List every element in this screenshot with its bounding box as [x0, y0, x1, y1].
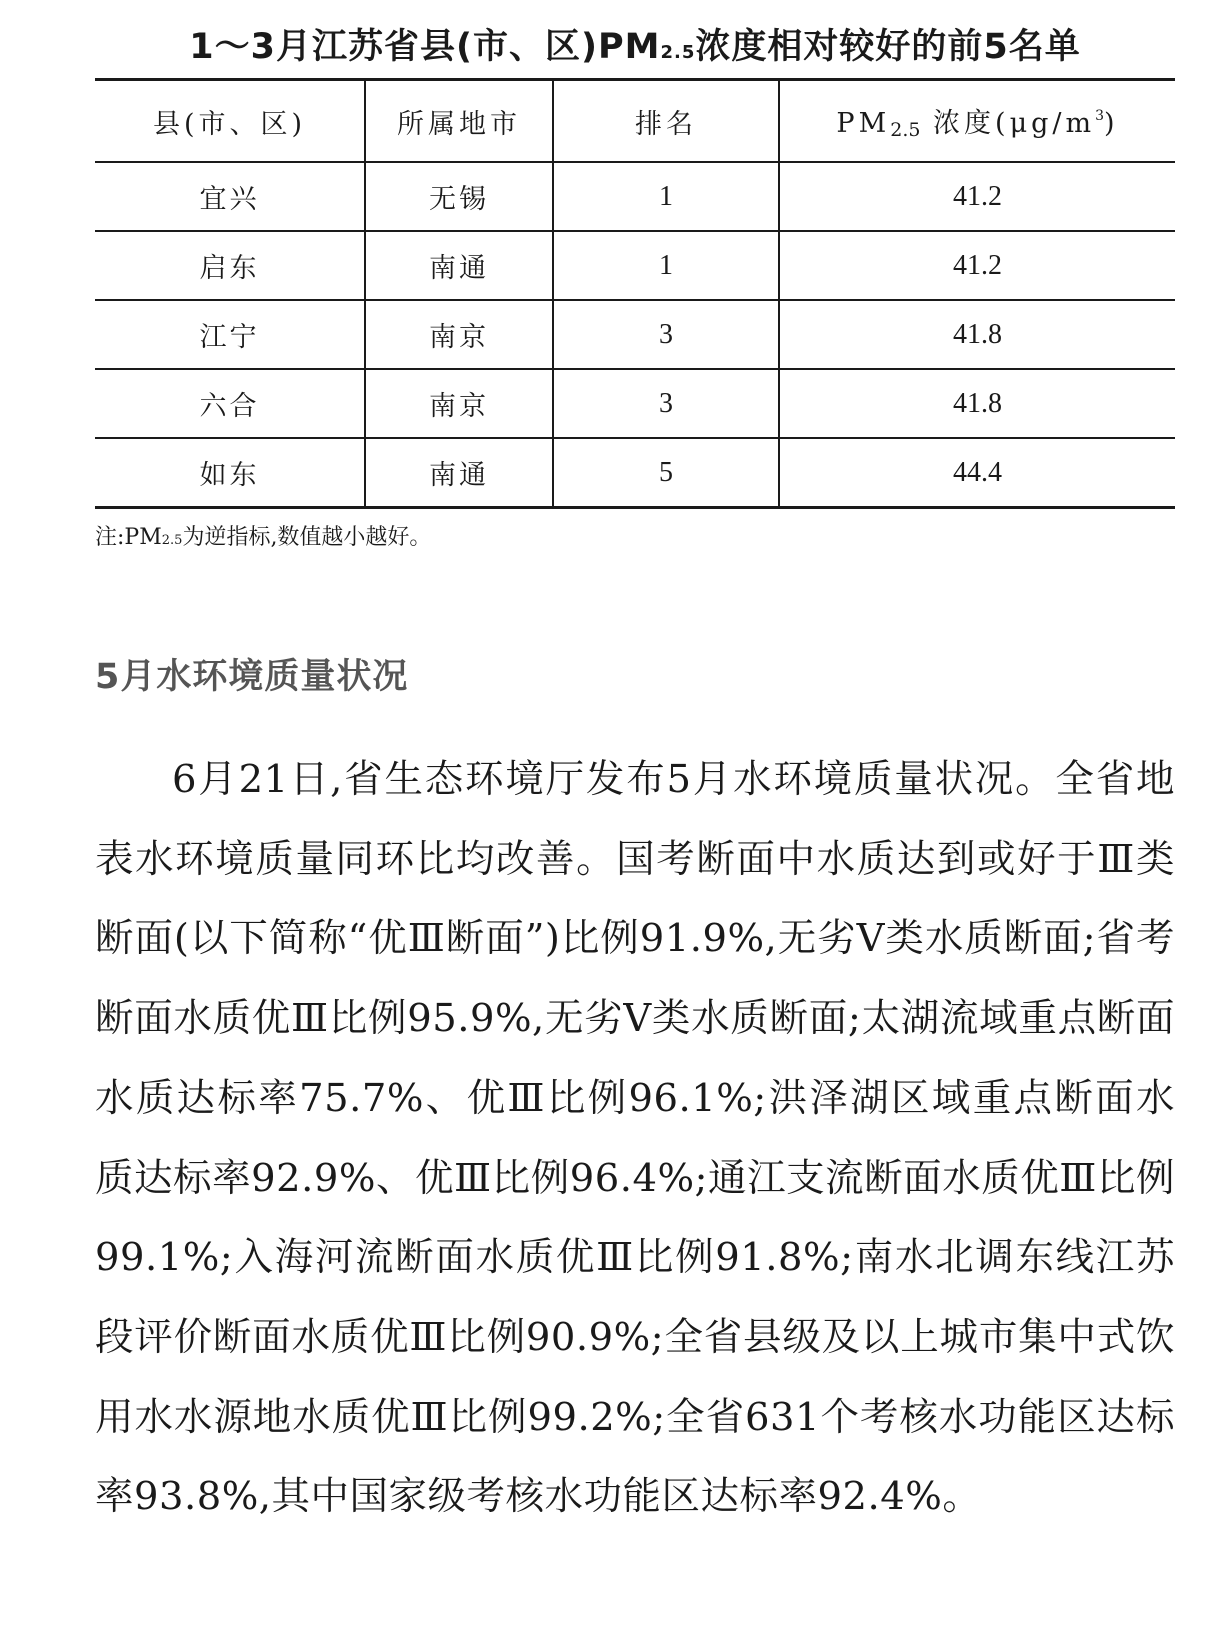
cell-rank: 1 — [553, 231, 779, 300]
note-subscript: 2.5 — [161, 533, 183, 548]
cell-county: 宜兴 — [95, 162, 365, 231]
table-title — [95, 22, 1175, 78]
cell-city: 南京 — [365, 300, 553, 369]
cell-county: 六合 — [95, 369, 365, 438]
table-row — [95, 438, 1175, 508]
table-row — [95, 162, 1175, 231]
header-pm25-concentration — [779, 80, 1175, 163]
cell-value: 41.2 — [779, 162, 1175, 231]
body-paragraph: 6月21日,省生态环境厅发布5月水环境质量状况。全省地表水环境质量同环比均改善。国考断面中水质达到或好于Ⅲ类断面(以下简称“优Ⅲ断面”)比例91.9%,无劣Ⅴ类水质断面;省考断面水质优Ⅲ比例95.9%,无劣Ⅴ类水质断面;太湖流域重点断面水质达标率75.7%、优Ⅲ比例96.1%;洪泽湖区域重点断面水质达标率92.9%、优Ⅲ比例96.4%;通江支流断面水质优Ⅲ比例99.1%;入海河流断面水质优Ⅲ比例91.8%;南水北调东线江苏段评价断面水质优Ⅲ比例90.9%;全省县级及以上城市集中式饮用水水源地水质优Ⅲ比例99.2%;全省631个考核水功能区达标率93.8%,其中国家级考核水功能区达标率92.4%。 — [95, 757, 1175, 1520]
header-county: 县(市、区) — [95, 80, 365, 163]
cell-county: 启东 — [95, 231, 365, 300]
cell-rank: 5 — [553, 438, 779, 508]
cell-county: 如东 — [199, 460, 260, 491]
table-title-tail: 浓度相对较好的前5名单 — [695, 27, 1081, 67]
table-title-main: 1～3月江苏省县(市、区)PM — [189, 27, 661, 67]
cell-county: 江宁 — [95, 300, 365, 369]
section-heading: 5月水环境质量状况 — [95, 657, 409, 697]
note-prefix: 注:PM — [95, 525, 162, 550]
cell-value: 41.8 — [779, 300, 1175, 369]
cell-value: 41.2 — [779, 231, 1175, 300]
cell-rank: 3 — [553, 300, 779, 369]
cell-city: 南通 — [365, 438, 553, 508]
table-header-row — [95, 80, 1175, 163]
cell-city: 无锡 — [365, 162, 553, 231]
header-pm-subscript: 2.5 — [890, 119, 921, 141]
header-pm-prefix: PM — [836, 108, 891, 139]
header-rank: 排名 — [553, 80, 779, 163]
header-pm-superscript: 3 — [1095, 108, 1105, 124]
cell-city: 南通 — [365, 231, 553, 300]
cell-value: 41.8 — [779, 369, 1175, 438]
header-city: 所属地市 — [365, 80, 553, 163]
table-row — [95, 300, 1175, 369]
table-row — [95, 369, 1175, 438]
header-pm-suffix: ) — [1104, 108, 1119, 139]
cell-city: 南京 — [365, 369, 553, 438]
table-title-subscript: 2.5 — [660, 42, 696, 63]
cell-value: 44.4 — [779, 438, 1175, 508]
table-row — [95, 231, 1175, 300]
note-suffix: 为逆指标,数值越小越好。 — [182, 525, 432, 550]
cell-rank: 3 — [553, 369, 779, 438]
header-pm-unit: 浓度(μg/m — [920, 108, 1096, 139]
table-note — [95, 520, 1175, 559]
pm25-ranking-table — [95, 78, 1175, 509]
cell-rank: 1 — [553, 162, 779, 231]
